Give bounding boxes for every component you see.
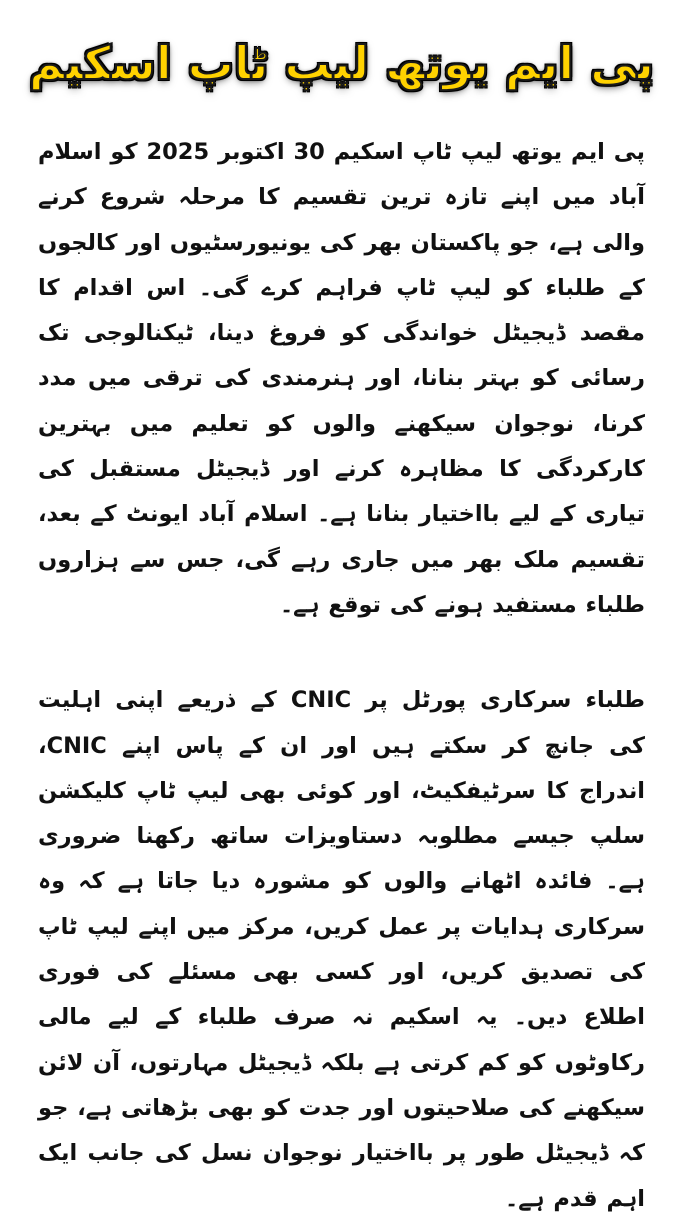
paragraph-eligibility: طلباء سرکاری پورٹل پر CNIC کے ذریعے اپنی اہلیت کی جانچ کر سکتے ہیں اور ان کے پاس اپنے CNIC، اندراج کا سرٹیفکیٹ، اور کوئی بھی لیپ ٹاپ کلیکشن سلپ جیسے مطلوبہ دستاویزات ساتھ رکھنا ضروری ہے۔ فائدہ اٹھانے والوں کو مشورہ دیا جاتا ہے کہ وہ سرکاری ہدایات پر عمل کریں، مرکز میں اپنے لیپ ٹاپ کی تصدیق کریں، اور کسی بھی مسئلے کی فوری اطلاع دیں۔ یہ اسکیم نہ صرف طلباء کے لیے مالی رکاوٹوں کو کم کرتی ہے بلکہ ڈیجیٹل مہارتوں، آن لائن سیکھنے کی صلاحیتوں اور جدت کو بھی بڑھاتی ہے، جو کہ ڈیجیٹل طور پر بااختیار نوجوان نسل کی جانب ایک اہم قدم ہے۔ xyxy=(38,687,645,1212)
paragraph-intro: پی ایم یوتھ لیپ ٹاپ اسکیم 30 اکتوبر 2025 کو اسلام آباد میں اپنے تازہ ترین تقسیم کا مرحلہ شروع کرنے والی ہے، جو پاکستان بھر کی یونیورسٹیوں اور کالجوں کے طلباء کو لیپ ٹاپ فراہم کرے گی۔ اس اقدام کا مقصد ڈیجیٹل خواندگی کو فروغ دینا، ٹیکنالوجی تک رسائی کو بہتر بنانا، اور ہنرمندی کی ترقی میں مدد کرنا، نوجوان سیکھنے والوں کو تعلیم میں بہترین کارکردگی کا مظاہرہ کرنے اور ڈیجیٹل مستقبل کی تیاری کے لیے بااختیار بنانا ہے۔ اسلام آباد ایونٹ کے بعد، تقسیم ملک بھر میں جاری رہے گی، جس سے ہزاروں طلباء مستفید ہونے کی توقع ہے۔ xyxy=(38,139,645,618)
page-title: پی ایم یوتھ لیپ ٹاپ اسکیم xyxy=(29,35,654,90)
title-banner xyxy=(29,14,654,112)
